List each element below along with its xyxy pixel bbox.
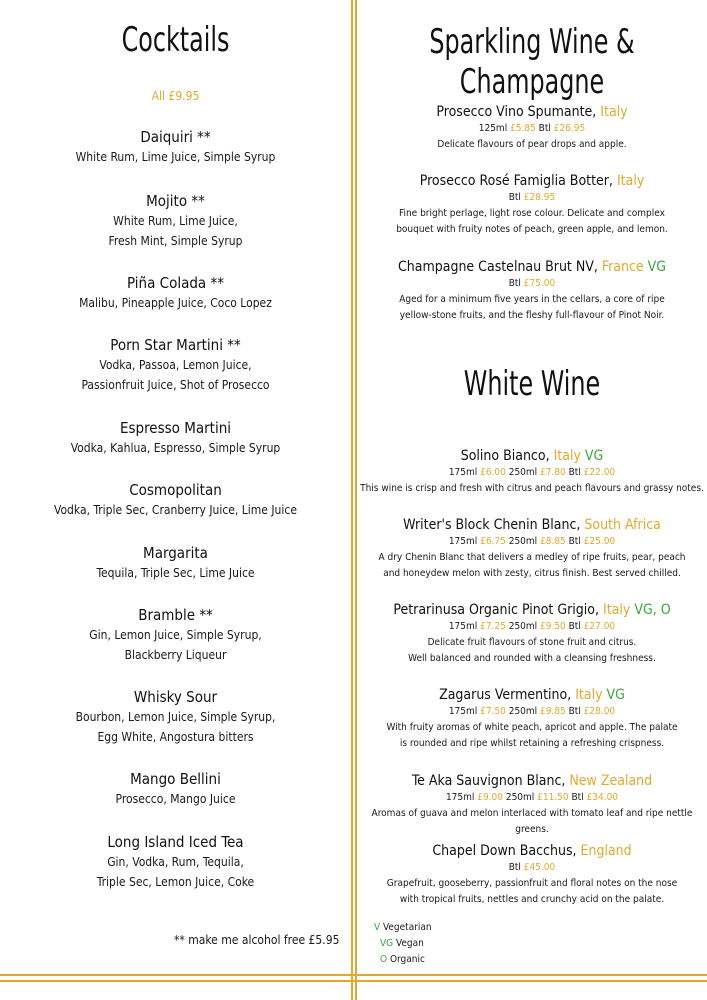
- price-label: 175ml: [448, 621, 478, 632]
- wine-item: [357, 172, 707, 238]
- price-amount: £28.00: [583, 706, 616, 717]
- legend-code: VG: [380, 938, 394, 949]
- wine-title: Writer's Block Chenin Blanc,: [403, 517, 581, 533]
- price-label: Btl: [568, 706, 581, 717]
- legend-item: [374, 936, 432, 952]
- cocktail-ingredients: White Rum, Lime Juice,: [113, 214, 238, 228]
- cocktail-ingredients: Fresh Mint, Simple Syrup: [108, 234, 243, 248]
- price-label: 175ml: [448, 536, 478, 547]
- legend-item: [374, 952, 432, 968]
- wine-description: Fine bright perlage, light rose colour. Delicate and complex: [399, 208, 665, 219]
- wine-description: yellow-stone fruits, and the fleshy full-flavour of Pinot Noir.: [399, 310, 665, 321]
- wine-item: [357, 258, 707, 324]
- cocktail-ingredients: Vodka, Passoa, Lemon Juice,: [99, 358, 252, 372]
- diet-legend: [374, 920, 432, 968]
- cocktail-ingredients: Blackberry Liqueur: [124, 648, 227, 662]
- price-label: Btl: [508, 278, 521, 289]
- wine-title: Prosecco Rosé Famiglia Botter,: [419, 173, 613, 189]
- wine-name: [357, 258, 707, 276]
- price-label: 175ml: [445, 792, 475, 803]
- price-amount: £22.00: [583, 467, 616, 478]
- wine-title: Zagarus Vermentino,: [439, 687, 572, 703]
- cocktail-ingredients: Vodka, Kahlua, Espresso, Simple Syrup: [70, 441, 281, 455]
- alcohol-free-footnote: ** make me alcohol free £5.95: [174, 933, 340, 947]
- cocktail-name: Porn Star Martini **: [110, 336, 241, 354]
- wine-origin: Italy: [600, 104, 628, 120]
- cocktail-item: [0, 543, 351, 583]
- wine-item: [357, 516, 707, 582]
- wine-item: [357, 103, 707, 153]
- footer-rule-top: [0, 974, 707, 976]
- price-label: 250ml: [508, 621, 538, 632]
- cocktails-heading: Cocktails: [121, 20, 230, 60]
- cocktail-ingredients: Bourbon, Lemon Juice, Simple Syrup,: [75, 710, 276, 724]
- cocktail-ingredients: Gin, Vodka, Rum, Tequila,: [107, 855, 244, 869]
- price-label: Btl: [571, 792, 584, 803]
- cocktail-ingredients: White Rum, Lime Juice, Simple Syrup: [75, 150, 276, 164]
- wine-diet: VG: [584, 448, 604, 464]
- column-divider-left: [351, 0, 353, 1000]
- wine-origin: Italy: [603, 602, 631, 618]
- wine-diet: VG: [647, 259, 667, 275]
- cocktail-item: [0, 418, 351, 458]
- wine-title: Chapel Down Bacchus,: [432, 843, 577, 859]
- legend-code: V: [374, 922, 381, 933]
- wine-description: Grapefruit, gooseberry, passionfruit and floral notes on the nose: [386, 878, 678, 889]
- footer-rule-bottom: [0, 980, 707, 982]
- cocktail-item: [0, 605, 351, 665]
- wine-name: [357, 686, 707, 704]
- wine-description: Well balanced and rounded with a cleansing freshness.: [408, 653, 656, 664]
- wine-description: A dry Chenin Blanc that delivers a medley of ripe fruits, pear, peach: [378, 552, 686, 563]
- price-amount: £7.25: [480, 621, 506, 632]
- cocktail-name: Cosmopolitan: [129, 481, 222, 499]
- wine-item: [357, 772, 707, 838]
- wine-description: Delicate flavours of pear drops and apple.: [437, 139, 627, 150]
- wine-name: [357, 103, 707, 121]
- wine-origin: Italy: [575, 687, 603, 703]
- cocktail-ingredients: Prosecco, Mango Juice: [115, 792, 236, 806]
- price-amount: £9.85: [540, 706, 566, 717]
- cocktail-item: [0, 335, 351, 395]
- wine-prices: [357, 790, 707, 806]
- legend-item: [374, 920, 432, 936]
- wine-name: [357, 172, 707, 190]
- price-amount: £7.80: [540, 467, 566, 478]
- wine-description: with tropical fruits, nettles and crunchy acid on the palate.: [399, 894, 665, 905]
- wine-prices: [357, 465, 707, 481]
- wine-origin: South Africa: [584, 517, 661, 533]
- wine-title: Te Aka Sauvignon Blanc,: [411, 773, 566, 789]
- legend-code: O: [380, 954, 388, 965]
- price-label: 175ml: [448, 706, 478, 717]
- wine-description: This wine is crisp and fresh with citrus and peach flavours and grassy notes.: [360, 483, 704, 494]
- wine-description: bouquet with fruity notes of peach, green apple, and lemon.: [396, 224, 668, 235]
- wine-prices: [357, 276, 707, 292]
- wine-name: [357, 772, 707, 790]
- cocktail-ingredients: Vodka, Triple Sec, Cranberry Juice, Lime Juice: [54, 503, 297, 517]
- price-label: 250ml: [508, 467, 538, 478]
- wine-description: is rounded and ripe whilst retaining a refreshing crispness.: [399, 738, 665, 749]
- wine-title: Champagne Castelnau Brut NV,: [397, 259, 598, 275]
- cocktail-name: Mojito **: [146, 192, 205, 210]
- price-amount: £26.95: [553, 123, 586, 134]
- wine-origin: France: [601, 259, 644, 275]
- price-label: 250ml: [505, 792, 535, 803]
- wine-title: Prosecco Vino Spumante,: [436, 104, 597, 120]
- cocktail-name: Piña Colada **: [127, 274, 224, 292]
- wine-description: Aged for a minimum five years in the cellars, a core of ripe: [399, 294, 665, 305]
- price-amount: £11.50: [537, 792, 569, 803]
- cocktail-item: [0, 191, 351, 251]
- wine-item: [357, 447, 707, 497]
- wine-origin: New Zealand: [569, 773, 653, 789]
- price-amount: £6.75: [480, 536, 506, 547]
- price-label: 175ml: [448, 467, 478, 478]
- wine-name: [357, 601, 707, 619]
- price-label: Btl: [508, 862, 521, 873]
- wine-origin: Italy: [553, 448, 581, 464]
- price-amount: £7.50: [480, 706, 506, 717]
- cocktail-ingredients: Triple Sec, Lemon Juice, Coke: [96, 875, 255, 889]
- wine-origin: England: [580, 843, 632, 859]
- wine-item: [357, 842, 707, 908]
- white-wine-heading: White Wine: [463, 364, 601, 404]
- wine-prices: [357, 619, 707, 635]
- price-amount: £9.00: [477, 792, 503, 803]
- legend-label: Vegan: [395, 938, 424, 949]
- cocktail-name: Espresso Martini: [119, 419, 232, 437]
- legend-label: Vegetarian: [383, 922, 432, 933]
- cocktail-ingredients: Tequila, Triple Sec, Lime Juice: [96, 566, 255, 580]
- wine-name: [357, 516, 707, 534]
- price-label: Btl: [568, 621, 581, 632]
- cocktail-ingredients: Egg White, Angostura bitters: [97, 730, 254, 744]
- wine-title: Petrarinusa Organic Pinot Grigio,: [393, 602, 599, 618]
- price-amount: £9.50: [540, 621, 566, 632]
- price-label: 250ml: [508, 536, 538, 547]
- price-amount: £8.85: [540, 536, 566, 547]
- wine-title: Solino Bianco,: [460, 448, 550, 464]
- price-amount: £28.95: [523, 192, 556, 203]
- wine-diet: VG, O: [634, 602, 671, 618]
- cocktail-ingredients: Malibu, Pineapple Juice, Coco Lopez: [79, 296, 272, 310]
- price-amount: £25.00: [583, 536, 616, 547]
- wine-origin: Italy: [616, 173, 645, 189]
- wine-prices: [357, 534, 707, 550]
- cocktail-item: [0, 273, 351, 313]
- sparkling-heading: Sparkling Wine & Champagne: [429, 22, 635, 102]
- cocktail-ingredients: Gin, Lemon Juice, Simple Syrup,: [89, 628, 262, 642]
- price-amount: £75.00: [523, 278, 556, 289]
- wine-item: [357, 686, 707, 752]
- wine-diet: VG: [606, 687, 625, 703]
- cocktail-item: [0, 480, 351, 520]
- cocktail-item: [0, 127, 351, 167]
- legend-label: Organic: [389, 954, 425, 965]
- price-amount: £34.00: [586, 792, 619, 803]
- price-label: Btl: [538, 123, 551, 134]
- wine-prices: [357, 190, 707, 206]
- price-label: 250ml: [508, 706, 538, 717]
- wine-item: [357, 601, 707, 667]
- cocktail-name: Mango Bellini: [130, 770, 221, 788]
- wine-description: Aromas of guava and melon interlaced with tomato leaf and ripe nettle greens.: [371, 808, 693, 835]
- price-label: Btl: [568, 536, 581, 547]
- cocktail-ingredients: Passionfruit Juice, Shot of Prosecco: [81, 378, 270, 392]
- cocktail-item: [0, 769, 351, 809]
- cocktail-name: Bramble **: [138, 606, 213, 624]
- cocktails-price: All £9.95: [151, 89, 200, 103]
- wine-description: With fruity aromas of white peach, apricot and apple. The palate: [386, 722, 678, 733]
- wine-name: [357, 842, 707, 860]
- wine-prices: [357, 860, 707, 876]
- price-amount: £5.85: [510, 123, 536, 134]
- cocktail-name: Long Island Iced Tea: [107, 833, 244, 851]
- wine-prices: [357, 121, 707, 137]
- price-label: Btl: [568, 467, 581, 478]
- price-label: 125ml: [478, 123, 508, 134]
- price-label: Btl: [508, 192, 521, 203]
- cocktail-item: [0, 687, 351, 747]
- wine-prices: [357, 704, 707, 720]
- price-amount: £45.00: [523, 862, 556, 873]
- wine-description: Delicate fruit flavours of stone fruit and citrus.: [427, 637, 637, 648]
- wine-name: [357, 447, 707, 465]
- wine-description: and honeydew melon with zesty, citrus finish. Best served chilled.: [383, 568, 681, 579]
- cocktail-name: Daiquiri **: [140, 128, 211, 146]
- price-amount: £6.00: [480, 467, 506, 478]
- cocktail-item: [0, 832, 351, 892]
- cocktail-name: Whisky Sour: [133, 688, 218, 706]
- price-amount: £27.00: [583, 621, 616, 632]
- cocktail-name: Margarita: [143, 544, 208, 562]
